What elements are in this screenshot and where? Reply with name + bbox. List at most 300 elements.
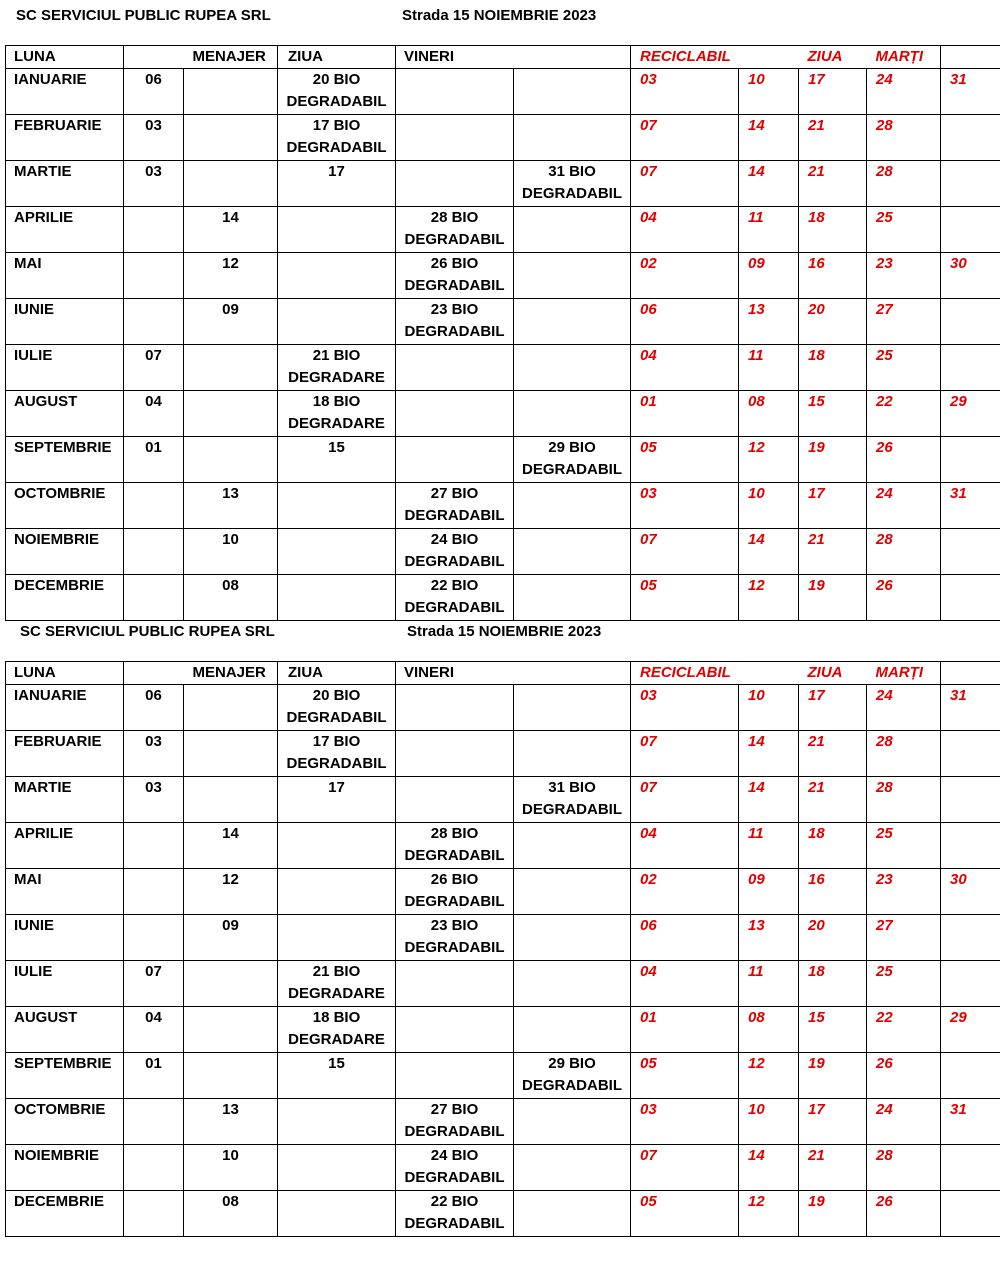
recycling-day (941, 777, 1000, 823)
header-ziua: ZIUA (278, 662, 396, 685)
schedule-body (6, 662, 1000, 1237)
month-name: NOIEMBRIE (6, 529, 124, 575)
recycling-day: 04 (631, 961, 739, 1007)
collection-cell: 23 BIO DEGRADABIL (396, 299, 514, 345)
month-row (6, 299, 1000, 345)
recycling-day (941, 161, 1000, 207)
collection-cell (514, 961, 631, 1007)
collection-cell: 28 BIO DEGRADABIL (396, 823, 514, 869)
collection-cell (396, 731, 514, 777)
collection-cell (184, 115, 278, 161)
recycling-day: 12 (739, 437, 799, 483)
collection-cell: 18 BIO DEGRADARE (278, 391, 396, 437)
collection-cell (278, 1099, 396, 1145)
month-row (6, 915, 1000, 961)
collection-cell (278, 253, 396, 299)
month-name: APRILIE (6, 823, 124, 869)
month-row (6, 69, 1000, 115)
recycling-day: 29 (941, 391, 1000, 437)
collection-cell (124, 1191, 184, 1237)
collection-cell (514, 115, 631, 161)
recycling-day: 06 (631, 915, 739, 961)
month-row (6, 1007, 1000, 1053)
collection-cell (514, 685, 631, 731)
month-name: MAI (6, 253, 124, 299)
collection-cell (278, 483, 396, 529)
recycling-day: 10 (739, 685, 799, 731)
collection-cell: 17 (278, 161, 396, 207)
recycling-day: 26 (867, 575, 941, 621)
collection-cell (184, 437, 278, 483)
recycling-day: 05 (631, 1053, 739, 1099)
month-row (6, 529, 1000, 575)
recycling-day: 07 (631, 731, 739, 777)
collection-cell: 26 BIO DEGRADABIL (396, 253, 514, 299)
header-menajer: MENAJER (184, 662, 278, 685)
month-name: IULIE (6, 961, 124, 1007)
collection-cell (514, 345, 631, 391)
recycling-day: 26 (867, 1191, 941, 1237)
month-name: FEBRUARIE (6, 731, 124, 777)
collection-cell (396, 437, 514, 483)
recycling-day (941, 437, 1000, 483)
recycling-day: 09 (739, 869, 799, 915)
collection-cell: 01 (124, 437, 184, 483)
header-row (6, 46, 1000, 69)
recycling-day: 20 (799, 299, 867, 345)
collection-cell (124, 1099, 184, 1145)
collection-cell: 15 (278, 1053, 396, 1099)
collection-cell: 28 BIO DEGRADABIL (396, 207, 514, 253)
recycling-day: 28 (867, 529, 941, 575)
month-name: MAI (6, 869, 124, 915)
recycling-day: 21 (799, 777, 867, 823)
collection-cell: 27 BIO DEGRADABIL (396, 483, 514, 529)
collection-cell (278, 529, 396, 575)
recycling-day: 16 (799, 253, 867, 299)
recycling-day: 17 (799, 483, 867, 529)
recycling-day: 09 (739, 253, 799, 299)
recycling-day: 14 (739, 731, 799, 777)
collection-cell (124, 915, 184, 961)
collection-cell (124, 823, 184, 869)
month-row (6, 207, 1000, 253)
collection-cell: 01 (124, 1053, 184, 1099)
recycling-day: 31 (941, 483, 1000, 529)
recycling-day: 19 (799, 1191, 867, 1237)
recycling-day: 23 (867, 869, 941, 915)
recycling-day: 19 (799, 575, 867, 621)
collection-cell (396, 345, 514, 391)
header-reciclabil: RECICLABIL (631, 46, 739, 69)
collection-cell: 24 BIO DEGRADABIL (396, 1145, 514, 1191)
month-row (6, 1099, 1000, 1145)
month-row (6, 161, 1000, 207)
collection-cell (514, 253, 631, 299)
collection-cell (184, 1053, 278, 1099)
header-luna: LUNA (6, 46, 124, 69)
collection-cell (514, 529, 631, 575)
month-row (6, 115, 1000, 161)
collection-cell (396, 685, 514, 731)
collection-cell: 22 BIO DEGRADABIL (396, 575, 514, 621)
recycling-day: 14 (739, 115, 799, 161)
recycling-day: 03 (631, 685, 739, 731)
recycling-day (941, 915, 1000, 961)
collection-cell: 07 (124, 345, 184, 391)
month-row (6, 1191, 1000, 1237)
recycling-day: 01 (631, 1007, 739, 1053)
recycling-day: 17 (799, 1099, 867, 1145)
month-row (6, 777, 1000, 823)
collection-cell (396, 961, 514, 1007)
header-marti: MARȚI (867, 46, 941, 69)
recycling-day: 18 (799, 207, 867, 253)
month-row (6, 823, 1000, 869)
month-name: APRILIE (6, 207, 124, 253)
recycling-day: 25 (867, 823, 941, 869)
month-name: OCTOMBRIE (6, 483, 124, 529)
recycling-day: 11 (739, 961, 799, 1007)
recycling-day: 28 (867, 161, 941, 207)
collection-cell: 07 (124, 961, 184, 1007)
recycling-day: 11 (739, 823, 799, 869)
recycling-day: 04 (631, 207, 739, 253)
recycling-day: 03 (631, 69, 739, 115)
recycling-day: 22 (867, 391, 941, 437)
recycling-day (941, 961, 1000, 1007)
recycling-day (941, 207, 1000, 253)
collection-cell: 29 BIO DEGRADABIL (514, 1053, 631, 1099)
recycling-day: 21 (799, 1145, 867, 1191)
collection-cell (184, 69, 278, 115)
collection-cell (278, 575, 396, 621)
collection-cell: 27 BIO DEGRADABIL (396, 1099, 514, 1145)
month-row (6, 391, 1000, 437)
month-row (6, 731, 1000, 777)
recycling-day: 10 (739, 69, 799, 115)
month-name: DECEMBRIE (6, 575, 124, 621)
recycling-day: 28 (867, 777, 941, 823)
collection-cell: 04 (124, 391, 184, 437)
month-name: IULIE (6, 345, 124, 391)
recycling-day: 05 (631, 575, 739, 621)
collection-cell: 24 BIO DEGRADABIL (396, 529, 514, 575)
month-row (6, 869, 1000, 915)
recycling-day: 07 (631, 115, 739, 161)
header-ziua-red: ZIUA (799, 662, 867, 685)
header-empty (941, 46, 1000, 69)
recycling-day: 21 (799, 161, 867, 207)
recycling-day: 31 (941, 1099, 1000, 1145)
month-name: IUNIE (6, 299, 124, 345)
collection-cell (184, 391, 278, 437)
header-empty (514, 662, 631, 685)
company-name: SC SERVICIUL PUBLIC RUPEA SRL (20, 623, 275, 640)
collection-cell: 20 BIO DEGRADABIL (278, 685, 396, 731)
month-row (6, 961, 1000, 1007)
recycling-day (941, 575, 1000, 621)
collection-cell (124, 1145, 184, 1191)
month-row (6, 1145, 1000, 1191)
schedule-table (5, 45, 1000, 621)
collection-cell (514, 869, 631, 915)
month-row (6, 685, 1000, 731)
recycling-day: 16 (799, 869, 867, 915)
recycling-day: 01 (631, 391, 739, 437)
collection-cell (396, 69, 514, 115)
month-name: MARTIE (6, 161, 124, 207)
collection-cell (514, 1191, 631, 1237)
header-luna: LUNA (6, 662, 124, 685)
recycling-day: 28 (867, 1145, 941, 1191)
collection-cell: 09 (184, 915, 278, 961)
recycling-day: 31 (941, 685, 1000, 731)
collection-cell (278, 207, 396, 253)
collection-cell: 13 (184, 483, 278, 529)
collection-cell: 21 BIO DEGRADARE (278, 961, 396, 1007)
month-name: AUGUST (6, 1007, 124, 1053)
header-empty (739, 662, 799, 685)
collection-cell (184, 731, 278, 777)
collection-cell (396, 161, 514, 207)
month-name: IANUARIE (6, 69, 124, 115)
month-name: SEPTEMBRIE (6, 1053, 124, 1099)
header-menajer: MENAJER (184, 46, 278, 69)
collection-cell (514, 575, 631, 621)
recycling-day: 30 (941, 253, 1000, 299)
collection-cell (184, 345, 278, 391)
header-row (6, 662, 1000, 685)
recycling-day: 02 (631, 253, 739, 299)
collection-cell (184, 961, 278, 1007)
recycling-day: 03 (631, 1099, 739, 1145)
collection-cell: 09 (184, 299, 278, 345)
month-name: DECEMBRIE (6, 1191, 124, 1237)
recycling-day: 14 (739, 1145, 799, 1191)
recycling-day: 14 (739, 529, 799, 575)
header-empty (514, 46, 631, 69)
month-row (6, 575, 1000, 621)
recycling-day: 17 (799, 69, 867, 115)
header-marti: MARȚI (867, 662, 941, 685)
header-empty (124, 662, 184, 685)
recycling-day: 11 (739, 345, 799, 391)
collection-cell (124, 299, 184, 345)
month-name: FEBRUARIE (6, 115, 124, 161)
collection-cell (278, 1145, 396, 1191)
schedule-table (5, 661, 1000, 1237)
recycling-day: 24 (867, 69, 941, 115)
header-empty (941, 662, 1000, 685)
header-empty (124, 46, 184, 69)
recycling-day (941, 731, 1000, 777)
collection-cell (396, 1007, 514, 1053)
month-name: SEPTEMBRIE (6, 437, 124, 483)
collection-cell (278, 869, 396, 915)
recycling-day: 25 (867, 961, 941, 1007)
recycling-day (941, 529, 1000, 575)
collection-cell: 23 BIO DEGRADABIL (396, 915, 514, 961)
collection-cell (396, 777, 514, 823)
street-name: Strada 15 NOIEMBRIE 2023 (402, 7, 597, 24)
recycling-day (941, 1191, 1000, 1237)
recycling-day: 29 (941, 1007, 1000, 1053)
collection-cell (514, 1007, 631, 1053)
collection-cell (514, 915, 631, 961)
collection-cell (124, 483, 184, 529)
collection-cell: 12 (184, 253, 278, 299)
collection-cell: 15 (278, 437, 396, 483)
recycling-day: 11 (739, 207, 799, 253)
recycling-day: 18 (799, 345, 867, 391)
recycling-day: 13 (739, 299, 799, 345)
recycling-day (941, 345, 1000, 391)
collection-cell (184, 161, 278, 207)
collection-cell: 10 (184, 529, 278, 575)
company-name: SC SERVICIUL PUBLIC RUPEA SRL (16, 7, 271, 24)
collection-cell: 13 (184, 1099, 278, 1145)
recycling-day: 26 (867, 437, 941, 483)
collection-cell (514, 1099, 631, 1145)
recycling-day: 13 (739, 915, 799, 961)
recycling-day: 12 (739, 1053, 799, 1099)
header-empty (739, 46, 799, 69)
recycling-day: 21 (799, 529, 867, 575)
collection-cell (184, 777, 278, 823)
recycling-day: 24 (867, 1099, 941, 1145)
collection-cell (278, 823, 396, 869)
collection-cell (514, 207, 631, 253)
collection-cell: 26 BIO DEGRADABIL (396, 869, 514, 915)
recycling-day: 24 (867, 483, 941, 529)
collection-cell: 08 (184, 575, 278, 621)
recycling-day: 24 (867, 685, 941, 731)
recycling-day: 05 (631, 1191, 739, 1237)
header-vineri: VINERI (396, 46, 514, 69)
month-row (6, 253, 1000, 299)
collection-cell: 22 BIO DEGRADABIL (396, 1191, 514, 1237)
recycling-day: 07 (631, 161, 739, 207)
recycling-day: 08 (739, 391, 799, 437)
recycling-day: 07 (631, 529, 739, 575)
collection-cell (278, 1191, 396, 1237)
collection-cell: 03 (124, 115, 184, 161)
recycling-day: 10 (739, 483, 799, 529)
recycling-day: 07 (631, 1145, 739, 1191)
collection-cell: 14 (184, 207, 278, 253)
collection-cell: 12 (184, 869, 278, 915)
collection-cell (184, 1007, 278, 1053)
collection-cell (278, 915, 396, 961)
recycling-day: 18 (799, 961, 867, 1007)
recycling-day: 27 (867, 915, 941, 961)
collection-cell: 04 (124, 1007, 184, 1053)
recycling-day: 06 (631, 299, 739, 345)
recycling-day: 14 (739, 777, 799, 823)
recycling-day: 05 (631, 437, 739, 483)
collection-cell (514, 823, 631, 869)
collection-cell: 10 (184, 1145, 278, 1191)
recycling-day (941, 823, 1000, 869)
header-reciclabil: RECICLABIL (631, 662, 739, 685)
recycling-day: 28 (867, 115, 941, 161)
schedule-body (6, 46, 1000, 621)
recycling-day: 27 (867, 299, 941, 345)
header-ziua: ZIUA (278, 46, 396, 69)
recycling-day: 15 (799, 391, 867, 437)
collection-cell (514, 731, 631, 777)
collection-cell: 31 BIO DEGRADABIL (514, 777, 631, 823)
recycling-day: 22 (867, 1007, 941, 1053)
collection-cell: 14 (184, 823, 278, 869)
month-name: AUGUST (6, 391, 124, 437)
month-name: IUNIE (6, 915, 124, 961)
collection-cell (514, 69, 631, 115)
month-row (6, 1053, 1000, 1099)
collection-cell: 20 BIO DEGRADABIL (278, 69, 396, 115)
recycling-day: 28 (867, 731, 941, 777)
collection-cell: 06 (124, 69, 184, 115)
collection-cell (396, 391, 514, 437)
recycling-day (941, 1053, 1000, 1099)
recycling-day: 08 (739, 1007, 799, 1053)
recycling-day (941, 299, 1000, 345)
collection-cell (514, 483, 631, 529)
recycling-day: 19 (799, 437, 867, 483)
recycling-day: 14 (739, 161, 799, 207)
collection-cell (124, 575, 184, 621)
collection-cell (124, 207, 184, 253)
collection-cell (514, 299, 631, 345)
recycling-day: 21 (799, 115, 867, 161)
collection-cell: 21 BIO DEGRADARE (278, 345, 396, 391)
street-name: Strada 15 NOIEMBRIE 2023 (407, 623, 602, 640)
collection-cell (124, 529, 184, 575)
recycling-day: 25 (867, 345, 941, 391)
recycling-day: 15 (799, 1007, 867, 1053)
collection-cell: 06 (124, 685, 184, 731)
collection-cell: 08 (184, 1191, 278, 1237)
collection-cell: 18 BIO DEGRADARE (278, 1007, 396, 1053)
month-name: IANUARIE (6, 685, 124, 731)
recycling-day: 30 (941, 869, 1000, 915)
collection-cell (124, 869, 184, 915)
collection-cell (514, 1145, 631, 1191)
recycling-day: 23 (867, 253, 941, 299)
collection-cell: 17 BIO DEGRADABIL (278, 115, 396, 161)
recycling-day: 04 (631, 823, 739, 869)
recycling-day: 18 (799, 823, 867, 869)
collection-cell: 29 BIO DEGRADABIL (514, 437, 631, 483)
collection-cell: 03 (124, 731, 184, 777)
month-row (6, 483, 1000, 529)
recycling-day: 25 (867, 207, 941, 253)
collection-cell (278, 299, 396, 345)
collection-cell (514, 391, 631, 437)
collection-cell: 03 (124, 777, 184, 823)
recycling-day: 02 (631, 869, 739, 915)
recycling-day: 12 (739, 1191, 799, 1237)
recycling-day (941, 115, 1000, 161)
recycling-day: 19 (799, 1053, 867, 1099)
month-name: OCTOMBRIE (6, 1099, 124, 1145)
recycling-day: 04 (631, 345, 739, 391)
recycling-day (941, 1145, 1000, 1191)
collection-cell (124, 253, 184, 299)
recycling-day: 07 (631, 777, 739, 823)
recycling-day: 10 (739, 1099, 799, 1145)
